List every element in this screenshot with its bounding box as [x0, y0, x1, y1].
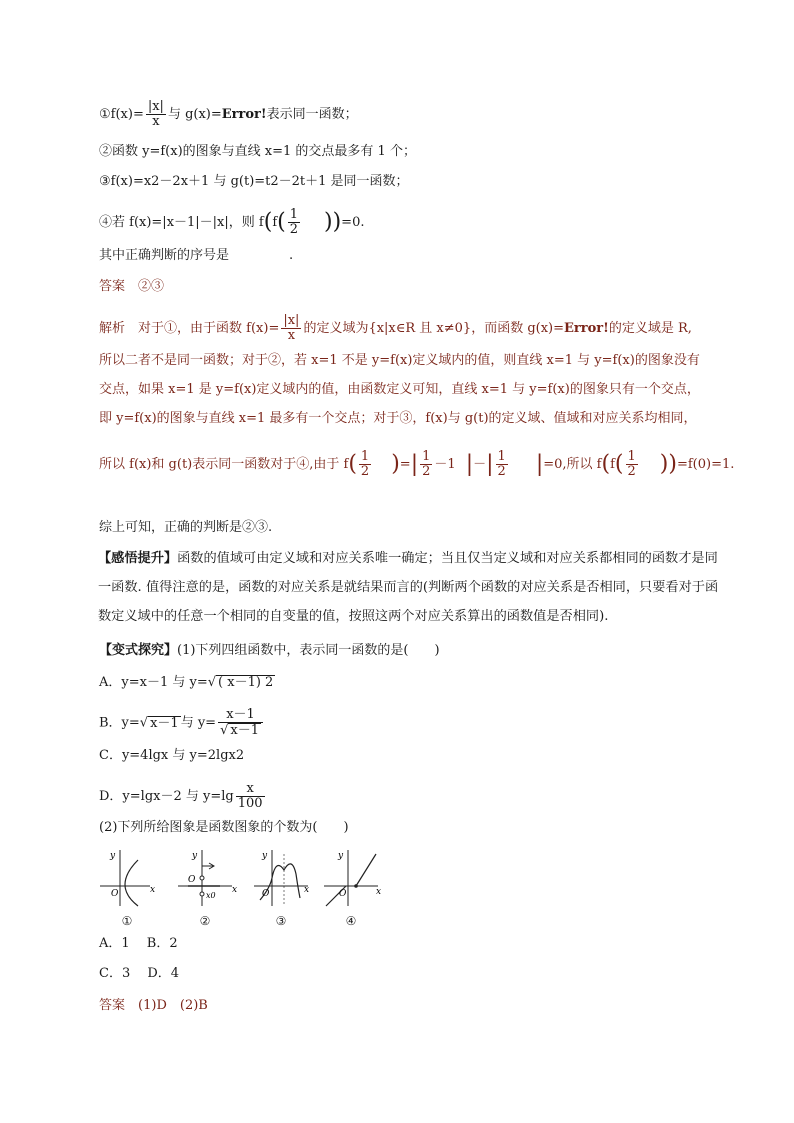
statement-2: ②函数 y=f(x)的图象与直线 x=1 的交点最多有 1 个； [99, 144, 416, 159]
analysis-line-1: 解析 对于①，由于函数 f(x)= $\frac{|x|}{x}$ 的定义域为{x|x∈R 且 x≠0}，而函数 g(x)=Error!的定义域是 R, [99, 313, 692, 343]
answer-label: 答案 [99, 279, 126, 294]
origin-label: O [262, 889, 270, 899]
analysis-line-3: 交点，如果 x=1 是 y=f(x)定义域内的值，由函数定义可知，直线 x=1 与 y=f(x)的图象只有一个交点， [99, 382, 700, 397]
graph-1-figure [98, 848, 156, 910]
graph-1-caption: ① [121, 914, 133, 928]
y-axis-label: y [110, 851, 116, 861]
option-c: C．y=4lgx 与 y=2lgx2 [99, 748, 245, 763]
y-axis-label: y [338, 851, 344, 861]
graph-4-caption: ④ [345, 914, 357, 928]
y-axis-label: y [192, 851, 198, 861]
options-row-1: A．1 B．2 [99, 936, 178, 951]
x-axis-label: x [304, 885, 310, 895]
fraction: $\frac{|x|}{x}$ [147, 99, 164, 129]
origin-label: O [339, 889, 347, 899]
y-axis-label: y [262, 851, 268, 861]
graph-3 [252, 848, 310, 928]
graph-3-caption: ③ [275, 914, 287, 928]
summary: 综上可知，正确的判断是②③. [99, 520, 273, 535]
analysis-line-2: 所以二者不是同一函数；对于②，若 x=1 不是 y=f(x)定义域内的值，则直线 x=1 与 y=f(x)的图象没有 [99, 353, 700, 368]
analysis-label: 解析 [99, 321, 126, 336]
answer-value: ②③ [138, 279, 165, 294]
x-axis-label: x [232, 885, 238, 895]
variant-question-1: 【变式探究】(1)下列四组函数中，表示同一函数的是( ) [99, 643, 440, 658]
options-row-2: C．3 D．4 [99, 966, 180, 981]
variant-label: 【变式探究】 [99, 643, 178, 658]
x0-label: x0 [206, 891, 216, 900]
analysis-line-5: 所以 f(x)和 g(t)表示同一函数对于④,由于 f( $\frac{1}{2}$ )=| $\frac{1}{2}$ －1 |－| $\frac{1}{2}$ |=0,所以 f(f( $\frac{1}{2}$ ))=f(0)=1. [99, 449, 735, 479]
x-axis-label: x [376, 887, 382, 897]
graph-3-figure [252, 848, 312, 910]
answer-value: (1)D (2)B [138, 998, 208, 1013]
function-graphs [98, 848, 382, 928]
fraction: $\frac{1}{2}$ [289, 207, 298, 237]
graph-1 [98, 848, 156, 928]
analysis-line-4: 即 y=f(x)的图象与直线 x=1 最多有一个交点；对于③，f(x)与 g(t)的定义域、值域和对应关系均相同， [99, 411, 697, 426]
statement-4: ④若 f(x)=|x－1|－|x|，则 f(f( $\frac{1}{2}$ ))=0. [99, 207, 365, 237]
answer-label: 答案 [99, 998, 126, 1013]
option-a: A．y=x－1 与 y=√ ( x－1) 2 [99, 675, 274, 690]
question-prompt: 其中正确判断的序号是 . [99, 248, 294, 263]
origin-label: O [111, 889, 119, 899]
insight-paragraph [72, 544, 722, 631]
graph-4-figure [322, 848, 382, 910]
statement-1: ①f(x)= $\frac{|x|}{x}$ 与 g(x)=Error!表示同一函数； [99, 99, 358, 129]
statement-1-text: ①f(x)= [99, 107, 144, 122]
answer-1 [99, 277, 164, 297]
option-d: D．y=lgx－2 与 y=lg $\frac{x}{100}$ [99, 781, 263, 811]
answer-2 [99, 996, 208, 1016]
insight-label: 【感悟提升】 [98, 551, 178, 566]
error-marker: Error! [221, 107, 267, 122]
statement-3: ③f(x)=x2－2x＋1 与 g(t)=t2－2t＋1 是同一函数； [99, 174, 409, 189]
graph-2-caption: ② [199, 914, 211, 928]
option-b: B．y=√ x－1 与 y= $\frac{x-1}{√ x-1}$ [99, 708, 265, 738]
x-axis-label: x [150, 885, 156, 895]
graph-4 [322, 848, 380, 928]
graph-2 [176, 848, 238, 928]
fraction: $\frac{|x|}{x}$ [283, 313, 300, 343]
variant-question-2: (2)下列所给图象是函数图象的个数为( ) [99, 820, 349, 835]
insight-text: 函数的值域可由定义域和对应关系唯一确定；当且仅当定义域和对应关系都相同的函数才是同一函数. 值得注意的是，函数的对应关系是就结果而言的(判断两个函数的对应关系是否相同，只要看对于函数定义域中的任意一个相同的自变量的值，按照这两个对应关系算出的函数值是否相同). [98, 551, 719, 624]
origin-label: O [188, 875, 196, 885]
graph-2-figure [176, 848, 238, 910]
